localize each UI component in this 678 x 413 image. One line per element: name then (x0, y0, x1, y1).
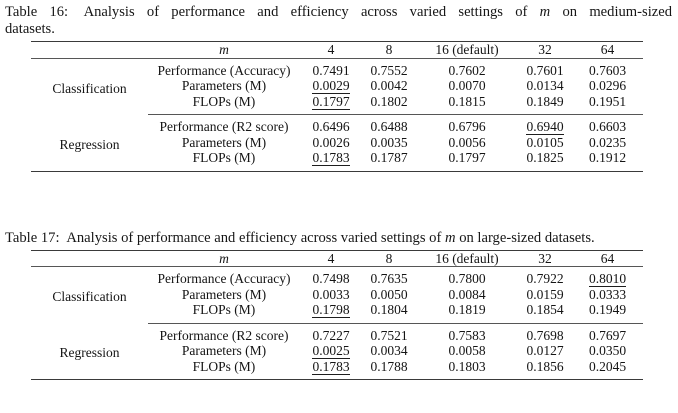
caption-math-var: m (539, 4, 551, 20)
cell-value: 0.1797 (448, 150, 486, 165)
header-row (31, 250, 643, 267)
header-col-8: 8 (362, 250, 416, 267)
value-cell (362, 78, 416, 94)
caption-text-tail: on medium-sized (562, 4, 673, 20)
value-cell (416, 135, 518, 151)
header-col-8: 8 (362, 42, 416, 59)
cell-value: 0.0333 (588, 286, 627, 302)
row-label: Parameters (M) (181, 134, 267, 150)
cell-value: 0.1815 (448, 93, 486, 109)
cell-value: 0.1854 (526, 302, 564, 317)
value-cell (416, 287, 518, 303)
header-col-16-default: 16 (default) (416, 250, 518, 267)
value-cell (416, 58, 518, 78)
cell-value: 0.7698 (526, 327, 564, 343)
cell-value: 0.8010 (588, 271, 627, 286)
header-col-16-default: 16 (default) (416, 42, 518, 59)
value-cell (416, 323, 518, 343)
value-cell (300, 287, 362, 303)
cell-value: 0.6940 (526, 119, 564, 134)
header-empty-cell (31, 250, 148, 267)
value-cell (416, 150, 518, 171)
value-cell (416, 343, 518, 359)
value-cell (416, 78, 518, 94)
cell-value: 0.2045 (588, 358, 627, 374)
table16-caption-line1 (5, 4, 672, 21)
value-cell (300, 323, 362, 343)
cell-value: 0.1912 (588, 150, 627, 165)
value-cell (416, 359, 518, 380)
header-row (31, 42, 643, 59)
header-m-var: m (148, 250, 300, 267)
caption-text: Analysis of performance and efficiency across varied settings of (83, 4, 528, 20)
cell-value: 0.1819 (448, 302, 486, 317)
value-cell (518, 94, 572, 115)
cell-value: 0.7603 (588, 62, 627, 78)
value-cell (300, 94, 362, 115)
table-row (31, 115, 643, 135)
value-cell (572, 78, 643, 94)
cell-value: 0.1856 (526, 358, 564, 374)
table16 (31, 41, 643, 172)
value-cell (572, 135, 643, 151)
cell-value: 0.7521 (370, 327, 408, 343)
cell-value: 0.1951 (588, 93, 627, 109)
header-col-4: 4 (300, 250, 362, 267)
table-row (31, 323, 643, 343)
value-cell (416, 115, 518, 135)
value-cell (362, 115, 416, 135)
row-label: Performance (R2 score) (159, 119, 289, 134)
header-col-32: 32 (518, 250, 572, 267)
value-cell (300, 58, 362, 78)
cell-value: 0.7697 (588, 327, 627, 343)
table16-section (5, 4, 673, 172)
value-cell (518, 135, 572, 151)
value-cell (518, 343, 572, 359)
value-cell (300, 267, 362, 287)
cell-value: 0.6496 (312, 119, 350, 134)
cell-value: 0.0050 (370, 286, 408, 302)
value-cell (572, 287, 643, 303)
cell-value: 0.7498 (312, 271, 350, 286)
value-cell (572, 115, 643, 135)
value-cell (300, 135, 362, 151)
value-cell (300, 150, 362, 171)
cell-value: 0.1798 (312, 302, 350, 317)
cell-value: 0.6796 (448, 119, 486, 134)
cell-value: 0.0056 (448, 134, 486, 150)
header-col-32: 32 (518, 42, 572, 59)
value-cell (572, 323, 643, 343)
value-cell (518, 323, 572, 343)
table17-caption-line1 (5, 230, 673, 247)
caption-number: Table 17: (5, 229, 60, 246)
row-label: FLOPs (M) (148, 302, 300, 323)
cell-value: 0.1783 (312, 358, 350, 374)
value-cell (572, 58, 643, 78)
caption-number: Table 16: (5, 4, 69, 20)
value-cell (362, 302, 416, 323)
value-cell (572, 302, 643, 323)
cell-value: 0.7922 (526, 271, 564, 286)
value-cell (362, 359, 416, 380)
value-cell (300, 302, 362, 323)
value-cell (300, 359, 362, 380)
cell-value: 0.0235 (588, 134, 627, 150)
row-label: Performance (Accuracy) (157, 271, 291, 286)
group-label-regression: Regression (59, 345, 120, 361)
cell-value: 0.0042 (370, 78, 408, 93)
cell-value: 0.1802 (370, 93, 408, 109)
cell-value: 0.0070 (448, 78, 486, 93)
value-cell (362, 343, 416, 359)
value-cell (300, 343, 362, 359)
table16-caption-line2: datasets. (5, 21, 55, 37)
caption-text-tail: on large-sized datasets. (459, 229, 595, 246)
value-cell (518, 58, 572, 78)
row-label: Parameters (M) (181, 78, 267, 93)
cell-value: 0.1804 (370, 302, 408, 317)
cell-value: 0.1788 (370, 358, 408, 374)
cell-value: 0.7552 (370, 62, 408, 78)
caption-text: Analysis of performance and efficiency across varied settings of (66, 229, 442, 246)
value-cell (572, 150, 643, 171)
header-col-4: 4 (300, 42, 362, 59)
header-col-64: 64 (572, 42, 643, 59)
cell-value: 0.1825 (526, 150, 564, 165)
caption-math-var: m (444, 229, 456, 246)
row-label: Performance (Accuracy) (157, 62, 291, 78)
cell-value: 0.0127 (526, 343, 564, 358)
value-cell (518, 359, 572, 380)
value-cell (518, 287, 572, 303)
cell-value: 0.7227 (312, 327, 350, 343)
cell-value: 0.0350 (588, 343, 627, 358)
cell-value: 0.0084 (448, 286, 486, 302)
table17-section (5, 230, 673, 381)
value-cell (572, 359, 643, 380)
table16-wrapper (31, 41, 673, 172)
cell-value: 0.7491 (312, 62, 350, 78)
cell-value: 0.7601 (526, 62, 564, 78)
row-label: Performance (R2 score) (159, 327, 289, 343)
cell-value: 0.0034 (370, 343, 408, 358)
value-cell (362, 58, 416, 78)
table17 (31, 250, 643, 381)
row-label: FLOPs (M) (148, 94, 300, 115)
cell-value: 0.7583 (448, 327, 486, 343)
cell-value: 0.0058 (448, 343, 486, 358)
header-m-var: m (148, 42, 300, 59)
value-cell (518, 150, 572, 171)
cell-value: 0.6488 (370, 119, 408, 134)
group-label-classification: Classification (52, 289, 127, 305)
value-cell (416, 302, 518, 323)
cell-value: 0.1849 (526, 93, 564, 109)
header-col-64: 64 (572, 250, 643, 267)
table-row (31, 267, 643, 287)
group-label-classification: Classification (52, 80, 127, 96)
cell-value: 0.0026 (312, 134, 350, 150)
row-label: Parameters (M) (181, 286, 267, 302)
value-cell (362, 323, 416, 343)
cell-value: 0.6603 (588, 119, 627, 134)
cell-value: 0.0105 (526, 134, 564, 150)
value-cell (300, 78, 362, 94)
header-empty-cell (31, 42, 148, 59)
cell-value: 0.0159 (526, 286, 564, 302)
value-cell (362, 135, 416, 151)
value-cell (416, 94, 518, 115)
cell-value: 0.0134 (526, 78, 564, 93)
value-cell (518, 302, 572, 323)
table-row (31, 58, 643, 78)
value-cell (518, 115, 572, 135)
cell-value: 0.0025 (312, 343, 350, 358)
value-cell (572, 267, 643, 287)
table17-caption (5, 230, 673, 247)
value-cell (572, 343, 643, 359)
row-label: Parameters (M) (181, 343, 267, 358)
cell-value: 0.1803 (448, 358, 486, 374)
group-label-regression: Regression (59, 136, 120, 152)
cell-value: 0.0029 (312, 78, 350, 93)
cell-value: 0.7602 (448, 62, 486, 78)
cell-value: 0.0033 (312, 286, 350, 302)
value-cell (518, 267, 572, 287)
cell-value: 0.1783 (312, 150, 350, 165)
cell-value: 0.1787 (370, 150, 408, 165)
row-label: FLOPs (M) (192, 150, 256, 165)
table17-wrapper (31, 250, 673, 381)
value-cell (362, 267, 416, 287)
cell-value: 0.0035 (370, 134, 408, 150)
value-cell (518, 78, 572, 94)
value-cell (362, 287, 416, 303)
value-cell (416, 267, 518, 287)
value-cell (362, 150, 416, 171)
cell-value: 0.1949 (588, 302, 627, 317)
value-cell (572, 94, 643, 115)
table16-caption (5, 4, 673, 38)
value-cell (362, 94, 416, 115)
cell-value: 0.7800 (448, 271, 486, 286)
cell-value: 0.7635 (370, 271, 408, 286)
cell-value: 0.1797 (312, 93, 350, 109)
cell-value: 0.0296 (588, 78, 627, 93)
value-cell (300, 115, 362, 135)
row-label: FLOPs (M) (192, 358, 256, 374)
